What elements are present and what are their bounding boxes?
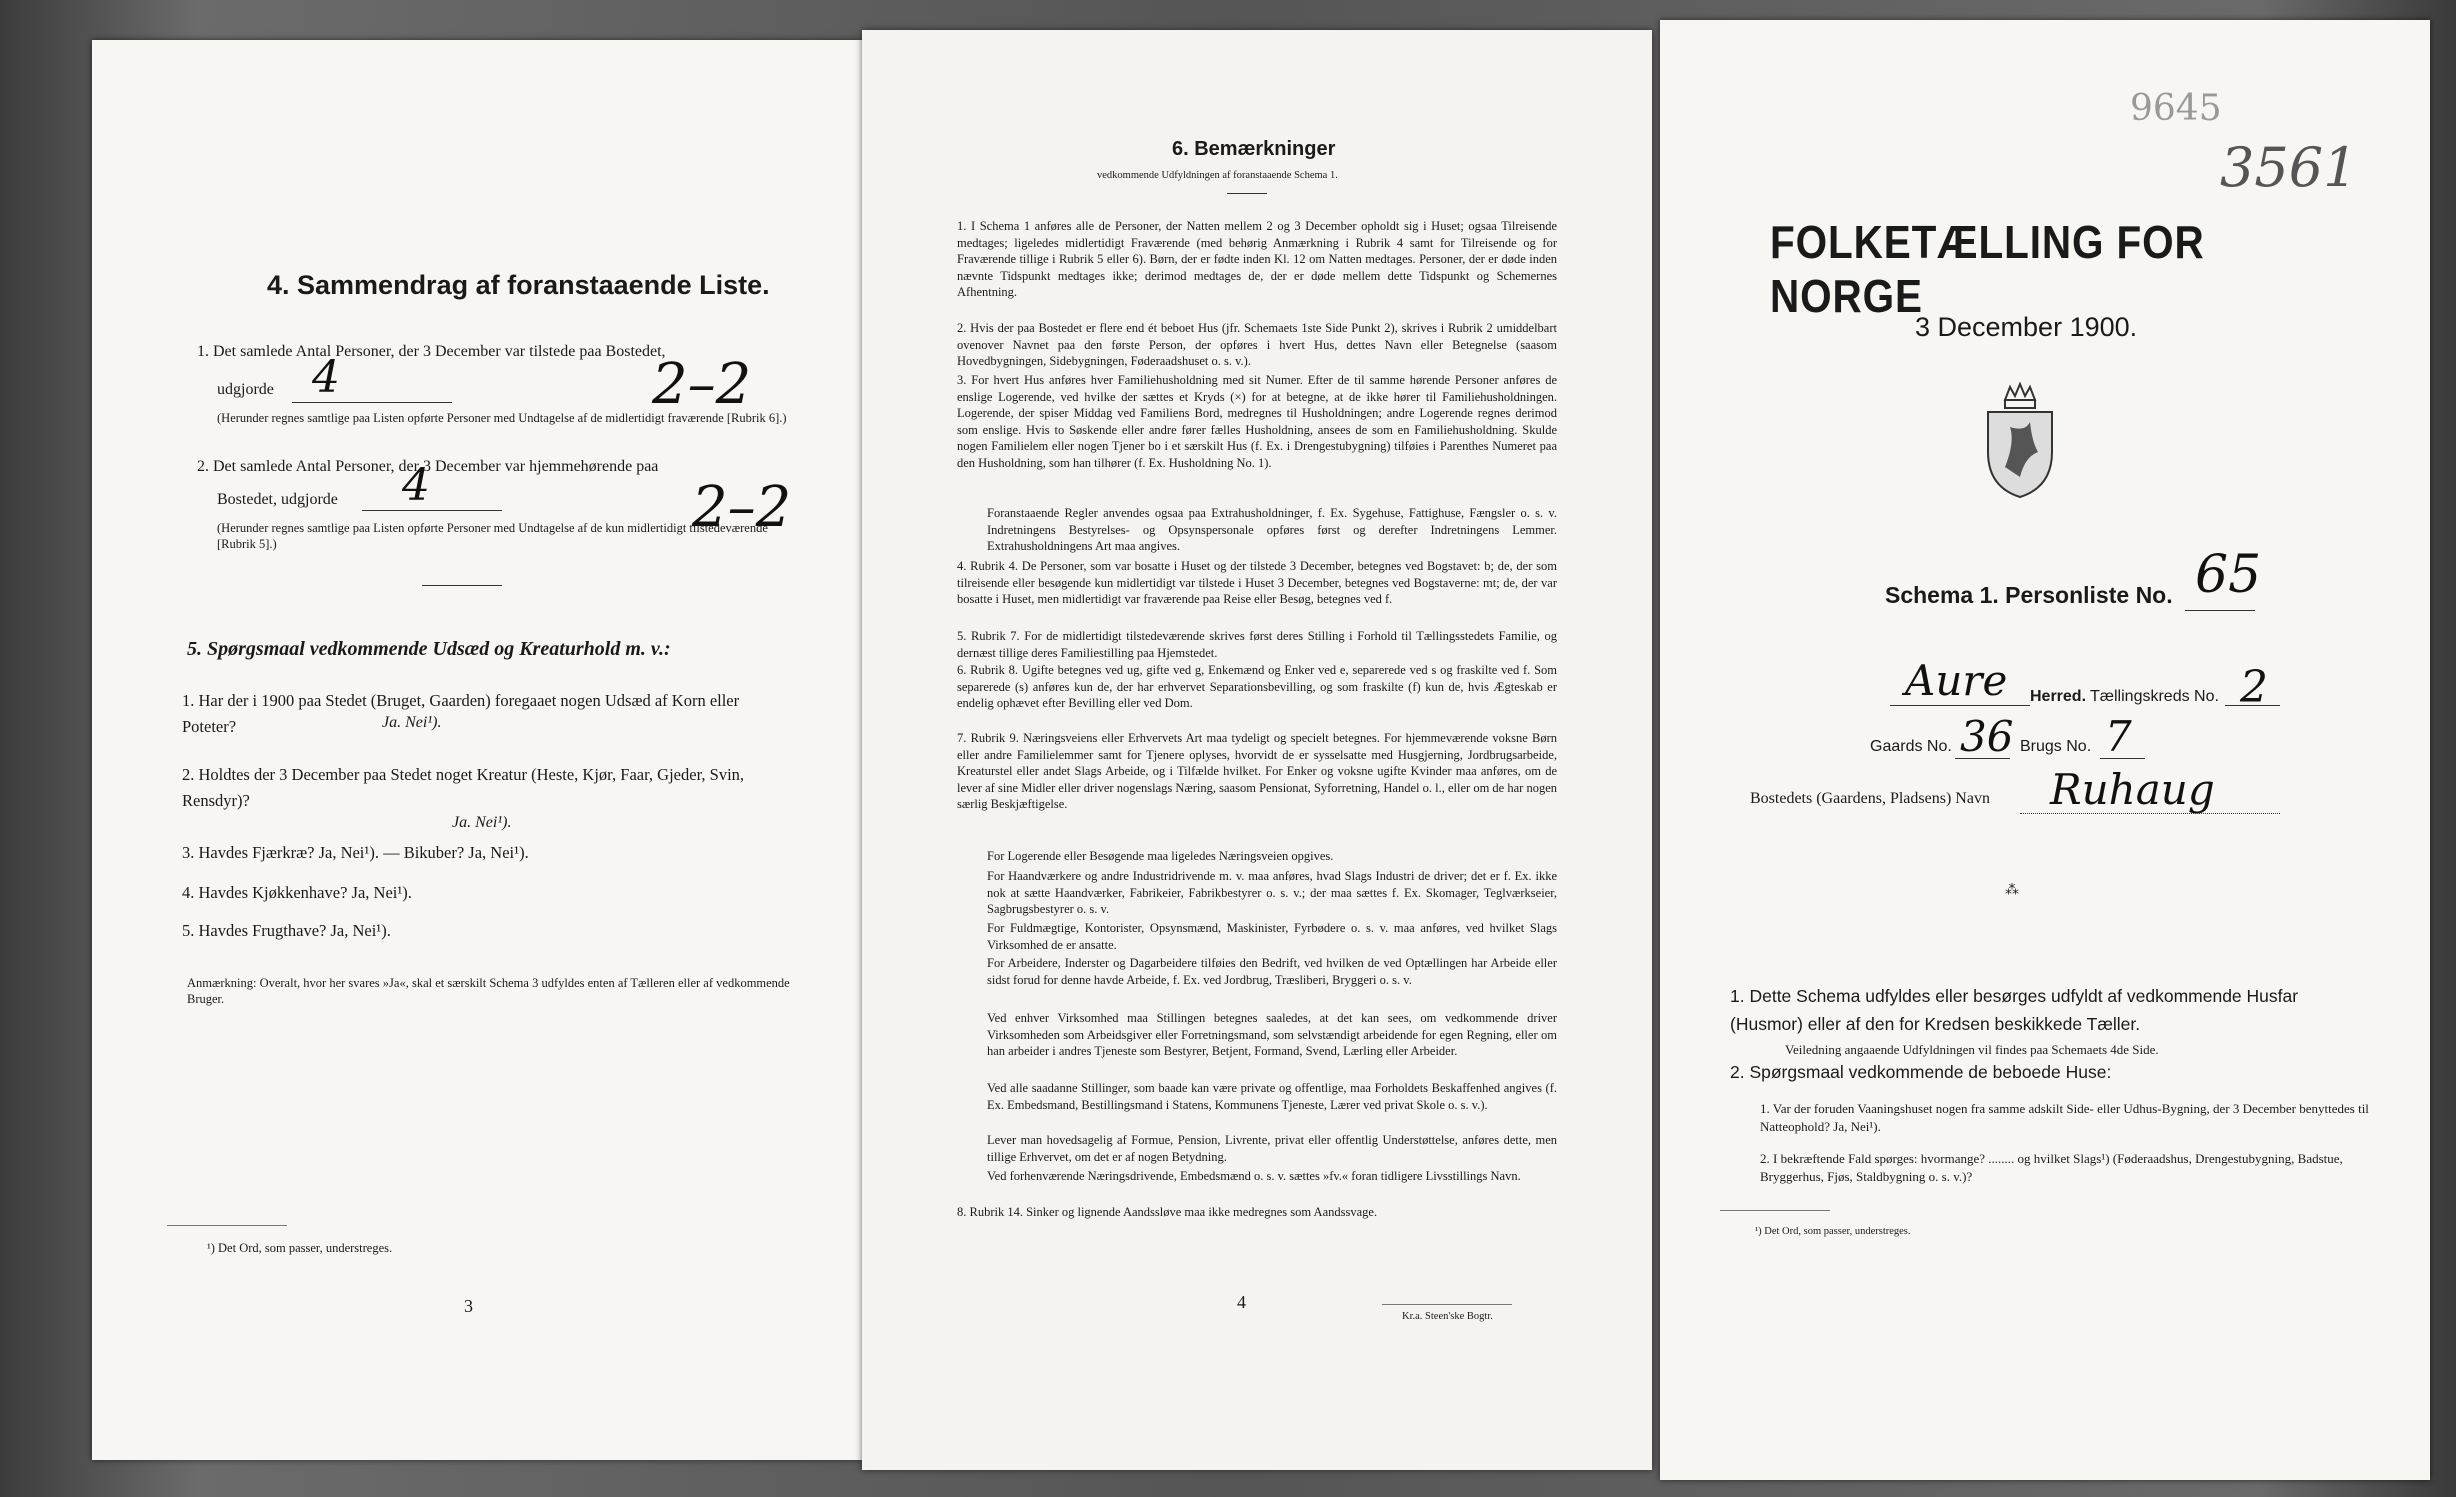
page-left	[92, 40, 862, 1460]
gaards-label: Gaards No.	[1870, 738, 1952, 755]
brugs-value: 7	[2105, 712, 2132, 761]
schema-number: 65	[2195, 545, 2262, 605]
item1-label: udgjorde	[217, 381, 274, 398]
bosted-value: Ruhaug	[2050, 765, 2215, 814]
instruction-2-sub2: 2. I bekræftende Fald spørges: hvormange? ........ og hvilket Slags¹) (Føderaadshus, Drengestubygning, Badstue, Bryggerhus, Fjøs, Staldbygning o. s. v.)?	[1760, 1151, 2343, 1184]
remark-item-3b: Foranstaaende Regler anvendes ogsaa paa Extrahusholdninger, f. Ex. Sygehuse, Fattighuse, Fængsler o. s. v. Indretningens Bestyrelses- og Opsynspersonale opføres først og derefter Indretningens Lemmer. Extrahusholdningens Art maa angives.	[987, 506, 1557, 553]
question-3: 3. Havdes Fjærkræ? Ja, Nei¹). — Bikuber? Ja, Nei¹).	[182, 843, 529, 862]
schema-line	[2185, 610, 2255, 611]
question-2	[182, 762, 782, 814]
coat-of-arms-icon	[1980, 382, 2060, 502]
question-1-text: 1. Har der i 1900 paa Stedet (Bruget, Gaarden) foregaaet nogen Udsæd af Korn eller Poteter?	[182, 691, 740, 736]
census-date: 3 December 1900.	[1915, 312, 2138, 342]
bosted-label: Bostedets (Gaardens, Pladsens) Navn	[1750, 790, 1990, 807]
page-number: 4	[1237, 1292, 1246, 1312]
item2-line	[362, 510, 502, 511]
item2-label: Bostedet, udgjorde	[217, 491, 338, 508]
brugs-label: Brugs No.	[2020, 738, 2092, 755]
kreds-line	[2225, 705, 2280, 706]
ornament: ⁂	[2005, 883, 2019, 898]
instruction-2-sub1: 1. Var der foruden Vaaningshuset nogen fra samme adskilt Side- eller Udhus-Bygning, der 3 December benyttedes til Natteophold? Ja, Nei¹).	[1760, 1101, 2369, 1134]
archive-number-1: 9645	[2130, 88, 2222, 129]
footnote: ¹) Det Ord, som passer, understreges.	[1755, 1226, 1911, 1237]
remark-item-7b: For Haandværkere og andre Industridrivende m. v. maa anføres, hvad Slags Industri de driver; det er f. Ex. ikke nok at sætte Haandværker, Fabrikeier, Fabrikbestyrer o. s. v.; der maa sættes f. Ex. Skomager, Teglværkseier, Sagbrugsbestyrer o. s. v.	[987, 869, 1557, 916]
remark-item-4: 4. Rubrik 4. De Personer, som var bosatte i Huset og der tilstede 3 December, betegnes ved Bogstavet: b; de, der som tilreisende eller besøgende kun midlertidigt var tilstede i Huset 3 December, betegnes ved Bogstaverne: mt; de, der var bosatte i Huset, men midlertidigt var fraværende paa Reise eller Besøg, betegnes ved f.	[957, 559, 1557, 606]
remarks-subtitle: vedkommende Udfyldningen af foranstaaende Schema 1.	[1097, 170, 1338, 181]
remark-item-7d: For Arbeidere, Inderster og Dagarbeidere tilføies den Bedrift, ved hvilken de ved Optællingen har Arbeide eller sidst forud for denne havde Arbeide, f. Ex. ved Jordbrug, Træsliberi, Bryggeri o. s. v.	[987, 956, 1557, 987]
remark-item-7e: Ved enhver Virksomhed maa Stillingen betegnes saaledes, at det kan sees, om vedkommende driver Virksomheden som Arbeidsgiver eller Forretningsmand, som selvstændigt arbeidende for egen Regning, eller om han arbeider i andres Tjeneste som Bestyrer, Betjent, Formand, Svend, Lærling eller Arbeider.	[987, 1011, 1557, 1058]
item2-value: 4	[402, 460, 430, 511]
footnote: ¹) Det Ord, som passer, understreges.	[207, 1241, 393, 1255]
remark-item-3: 3. For hvert Hus anføres hver Familiehusholdning med sit Numer. Efter de til samme hørende Personer anføres de enslige Logerende, ved hvilke der sættes et Kryds (×) for at betegne, at de ikke hører til Familiehusholdningen. Logerende, der spiser Middag ved Familiens Bord, medregnes til Husholdningen; andre Logerende regnes derimod som enslige. Hvis to Søskende eller andre fører fælles Husholdning, ansees de som en Familiehusholdning. Skulde nogen Familielem eller nogen Tjener bo i et særskilt Hus (f. Ex. i Drengestubygning) tilføies i Parenthes Numeret paa den Husholdning, som han tilhører (f. Ex. Husholdning No. 1).	[957, 373, 1557, 470]
page-right	[1660, 20, 2430, 1480]
remark-item-6: 6. Rubrik 8. Ugifte betegnes ved ug, gifte ved g, Enkemænd og Enker ved e, separerede ved s og fraskilte ved f. Som separerede (s) anføres kun de, der har erhvervet Separationsbevilling, og som fraskilte (f) kun de, hvis Ægteskab er endelig ophævet efter Bevilling eller ved Dom.	[957, 663, 1557, 710]
kreds-label: Tællingskreds No.	[2090, 688, 2219, 705]
footnote-rule	[1720, 1210, 1830, 1211]
brugs-line	[2100, 758, 2145, 759]
divider	[422, 585, 502, 586]
item2-text: 2. Det samlede Antal Personer, der 3 December var hjemmehørende paa	[197, 458, 659, 475]
bosted-line	[2020, 813, 2280, 814]
remark-item-7a: For Logerende eller Besøgende maa ligeledes Næringsveien opgives.	[987, 849, 1334, 863]
printer-rule	[1382, 1304, 1512, 1305]
remark-item-7h: Ved forhenværende Næringsdrivende, Embedsmænd o. s. v. sættes »fv.« foran tidligere Livsstillings Navn.	[987, 1169, 1521, 1183]
item2-hand: 2–2	[692, 475, 792, 540]
page-number: 3	[464, 1296, 473, 1316]
remarks-rule	[1227, 193, 1267, 194]
question-1	[182, 688, 782, 740]
section5-title: 5. Spørgsmaal vedkommende Udsæd og Kreaturhold m. v.:	[187, 638, 671, 660]
item1-value: 4	[312, 352, 340, 403]
remark-item-1: 1. I Schema 1 anføres alle de Personer, der Natten mellem 2 og 3 December opholdt sig i Huset; ogsaa Tilreisende medtages; ligeledes midlertidigt Fraværende (med behørig Anmærkning i Rubrik 4 samt for Tilreisende og for Fraværende tillige i Rubrik 5 eller 6). Børn, der er fødte inden Kl. 12 om Natten medtages. Personer, der er døde inden nævnte Tidspunkt medtages ikke; derimod medtages de, der er døde mellem dette Tidspunkt og Schemernes Afhentning.	[957, 219, 1557, 299]
remark-item-5: 5. Rubrik 7. For de midlertidigt tilstedeværende skrives først deres Stilling i Forhold til Tællingsstedets Familie, og dernæst tillige deres Familiestilling paa Hjemstedet.	[957, 629, 1557, 660]
question-1-answer: Ja. Nei¹).	[382, 714, 442, 731]
archive-number-2: 3561	[2220, 136, 2358, 199]
item1-note: (Herunder regnes samtlige paa Listen opførte Personer med Undtagelse af de midlertidigt fraværende [Rubrik 6].)	[217, 411, 787, 425]
page-middle	[862, 30, 1652, 1470]
remarks-title: 6. Bemærkninger	[1172, 138, 1336, 160]
remark: Anmærkning: Overalt, hvor her svares »Ja«, skal et særskilt Schema 3 udfyldes enten af Tælleren eller af vedkommende Bruger.	[187, 976, 790, 1006]
gaards-value: 36	[1960, 712, 2014, 761]
footnote-rule	[167, 1225, 287, 1226]
herred-line	[1890, 705, 2030, 706]
section4-title: 4. Sammendrag af foranstaaende Liste.	[267, 270, 770, 300]
gaards-line	[1955, 758, 2010, 759]
document-title: FOLKETÆLLING FOR NORGE	[1770, 216, 2205, 322]
kreds-value: 2	[2240, 662, 2268, 713]
herred-value: Aure	[1905, 656, 2008, 705]
instruction-1: 1. Dette Schema udfyldes eller besørges udfyldt af vedkommende Husfar (Husmor) eller af den for Kredsen beskikkede Tæller.	[1730, 986, 2299, 1034]
item2-note: (Herunder regnes samtlige paa Listen opførte Personer med Undtagelse af de kun midlertidigt tilstedeværende [Rubrik 5].)	[217, 521, 768, 551]
remark-item-7g: Lever man hovedsagelig af Formue, Pension, Livrente, privat eller offentlig Understøttelse, anføres dette, men tillige Erhvervet, om det er af nogen Betydning.	[987, 1133, 1557, 1164]
question-2-answer: Ja. Nei¹).	[452, 814, 512, 831]
remark-item-2: 2. Hvis der paa Bostedet er flere end ét beboet Hus (jfr. Schemaets 1ste Side Punkt 2), skrives i Rubrik 2 umiddelbart ovenover Navnet paa den første Person, der opføres i hvert Hus, dettes Navn eller Betegnelse (saasom Hovedbygningen, Sidebygningen, Føderaadshuset o. s. v.).	[957, 321, 1557, 368]
item1-hand: 2–2	[652, 352, 752, 417]
printer: Kr.a. Steen'ske Bogtr.	[1402, 1311, 1493, 1322]
question-5: 5. Havdes Frugthave? Ja, Nei¹).	[182, 921, 391, 940]
item1-line	[292, 402, 452, 403]
schema-label: Schema 1. Personliste No.	[1885, 582, 2173, 608]
instruction-2: 2. Spørgsmaal vedkommende de beboede Huse:	[1730, 1062, 2112, 1082]
question-2-text: 2. Holdtes der 3 December paa Stedet noget Kreatur (Heste, Kjør, Faar, Gjeder, Svin, Rensdyr)?	[182, 765, 745, 810]
remark-item-7: 7. Rubrik 9. Næringsveiens eller Erhvervets Art maa tydeligt og specielt betegnes. For hjemmeværende voksne Børn eller andre Familielemmer samt for Tjenere oplyses, hvorvidt de er sysselsatte med Husgjerning, Jordbrugsarbeide, Kreaturstel eller andet Slags Arbeide, og i Tilfælde hvilket. For Enker og voksne ugifte Kvinder maa anføres, om de lever af sine Midler eller driver nogenslags Næring, saasom Pensionat, Syforretning, Handel o. l., eller om de har nogen særlig Beskjæftigelse.	[957, 731, 1557, 811]
remark-item-7c: For Fuldmægtige, Kontorister, Opsynsmænd, Maskinister, Fyrbødere o. s. v. maa anføres, ved hvilket Slags Virksomhed de er ansatte.	[987, 921, 1557, 952]
item1-text: 1. Det samlede Antal Personer, der 3 December var tilstede paa Bostedet,	[197, 343, 666, 360]
instruction-1-note: Veiledning angaaende Udfyldningen vil findes paa Schemaets 4de Side.	[1785, 1042, 2159, 1057]
remark-item-8: 8. Rubrik 14. Sinker og lignende Aandssløve maa ikke medregnes som Aandssvage.	[957, 1205, 1378, 1219]
herred-label: Herred.	[2030, 688, 2087, 705]
question-4: 4. Havdes Kjøkkenhave? Ja, Nei¹).	[182, 883, 412, 902]
remark-item-7f: Ved alle saadanne Stillinger, som baade kan være private og offentlige, maa Forholdets Beskaffenhed angives (f. Ex. Embedsmand, Bestillingsmand i Statens, Kommunens Tjeneste, Lærer ved privat Skole o. s. v.).	[987, 1081, 1557, 1112]
